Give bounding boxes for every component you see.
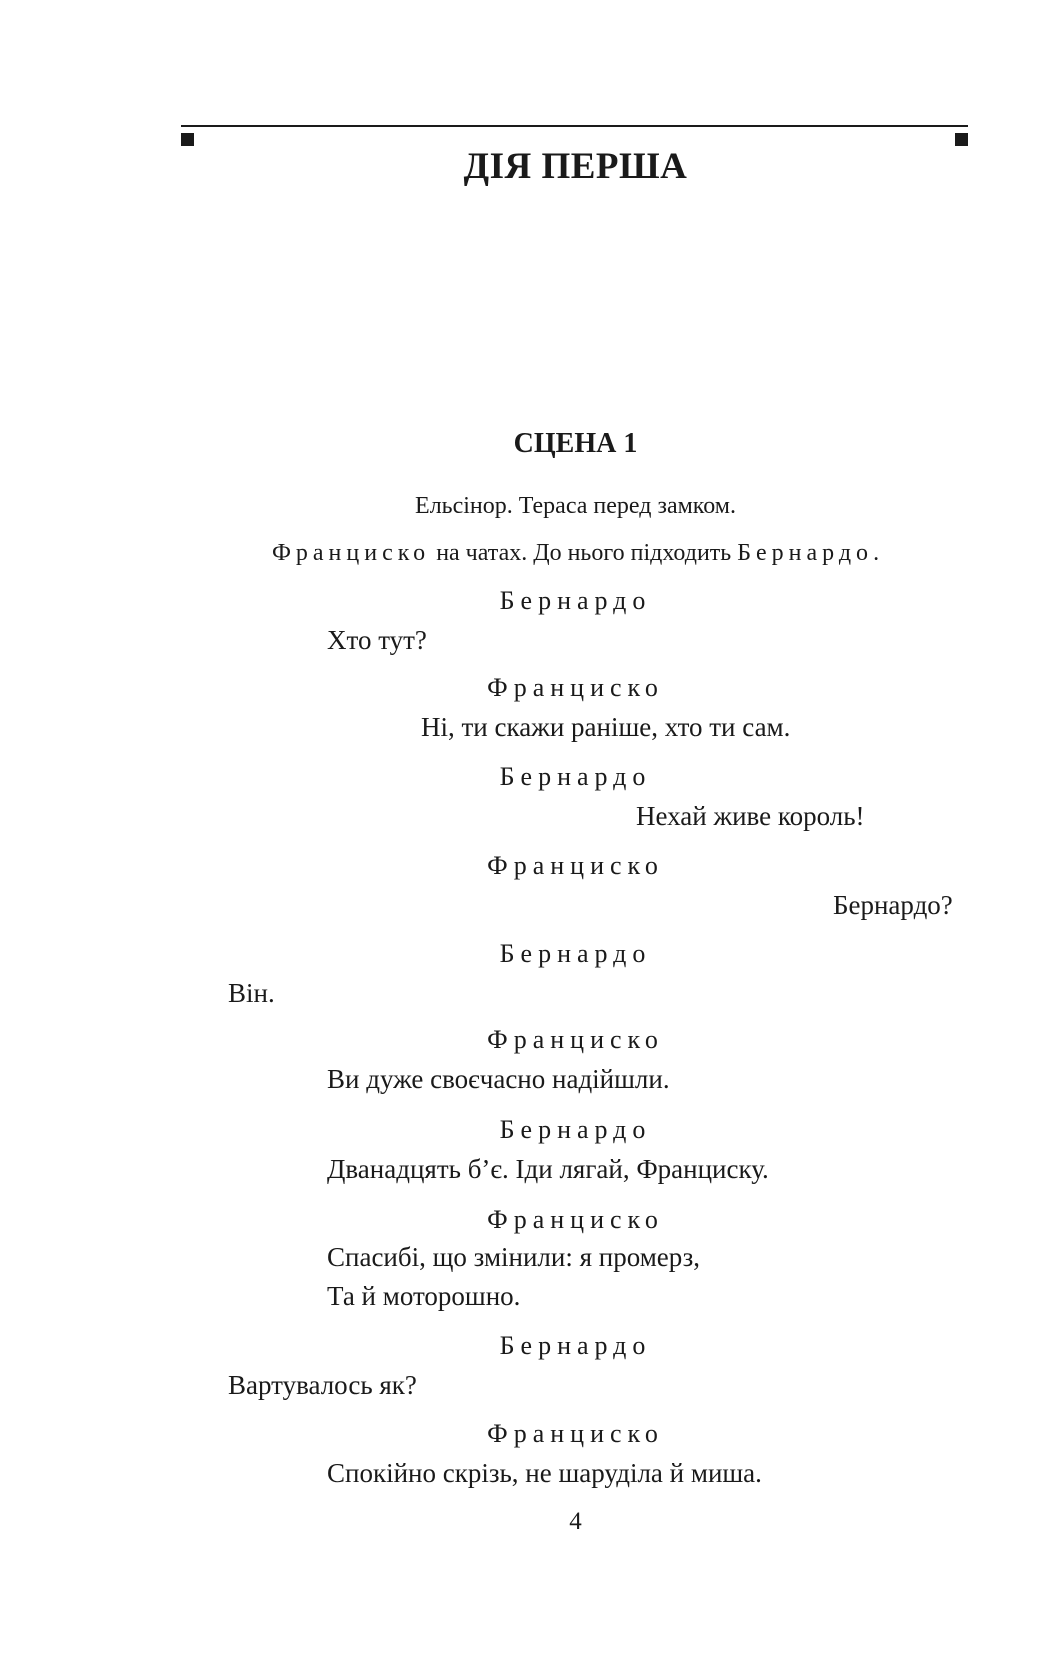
dialogue-line: Вартувалось як? [228,1370,417,1400]
dialogue-line: Дванадцять б’є. Іди лягай, Франциску. [327,1154,769,1184]
act-title: ДІЯ ПЕРША [463,146,688,187]
stage-direction-end: . [873,540,880,566]
scene-title: СЦЕНА 1 [513,428,638,459]
page-number: 4 [569,1508,582,1535]
speaker-name: Бернардо [499,1331,652,1360]
speaker-name: Бернардо [499,1115,652,1144]
dialogue-line: Бернардо? [833,890,953,920]
dialogue-line: Нехай живе король! [636,801,865,831]
stage-direction [0,537,1063,569]
speaker-name: Бернардо [499,939,652,968]
stage-direction-text: на чатах. До нього підходить [436,540,732,566]
dialogue-line: Спокійно скрізь, не шаруділа й миша. [327,1458,762,1488]
speaker-name: Франциско [487,1205,664,1234]
dialogue-line: Він. [228,978,275,1008]
speaker-name: Бернардо [499,586,652,615]
speaker-name: Франциско [487,1025,664,1054]
speaker-name: Бернардо [499,762,652,791]
stage-setting: Ельсінор. Тераса перед замком. [415,493,736,519]
dialogue-line: Ви дуже своєчасно надійшли. [327,1064,670,1094]
header-rule [181,125,968,127]
stage-direction-name-bernardo: Бернардо [737,540,874,566]
speaker-name: Франциско [487,673,664,702]
speaker-name: Франциско [487,1419,664,1448]
dialogue-line: Ні, ти скажи раніше, хто ти сам. [421,712,791,742]
speaker-name: Франциско [487,851,664,880]
dialogue-line: Спасибі, що змінили: я промерз, [327,1242,701,1272]
dialogue-line: Та й моторошно. [327,1281,521,1311]
dialogue-line: Хто тут? [327,625,427,655]
stage-direction-name-francisco: Франциско [271,540,431,566]
